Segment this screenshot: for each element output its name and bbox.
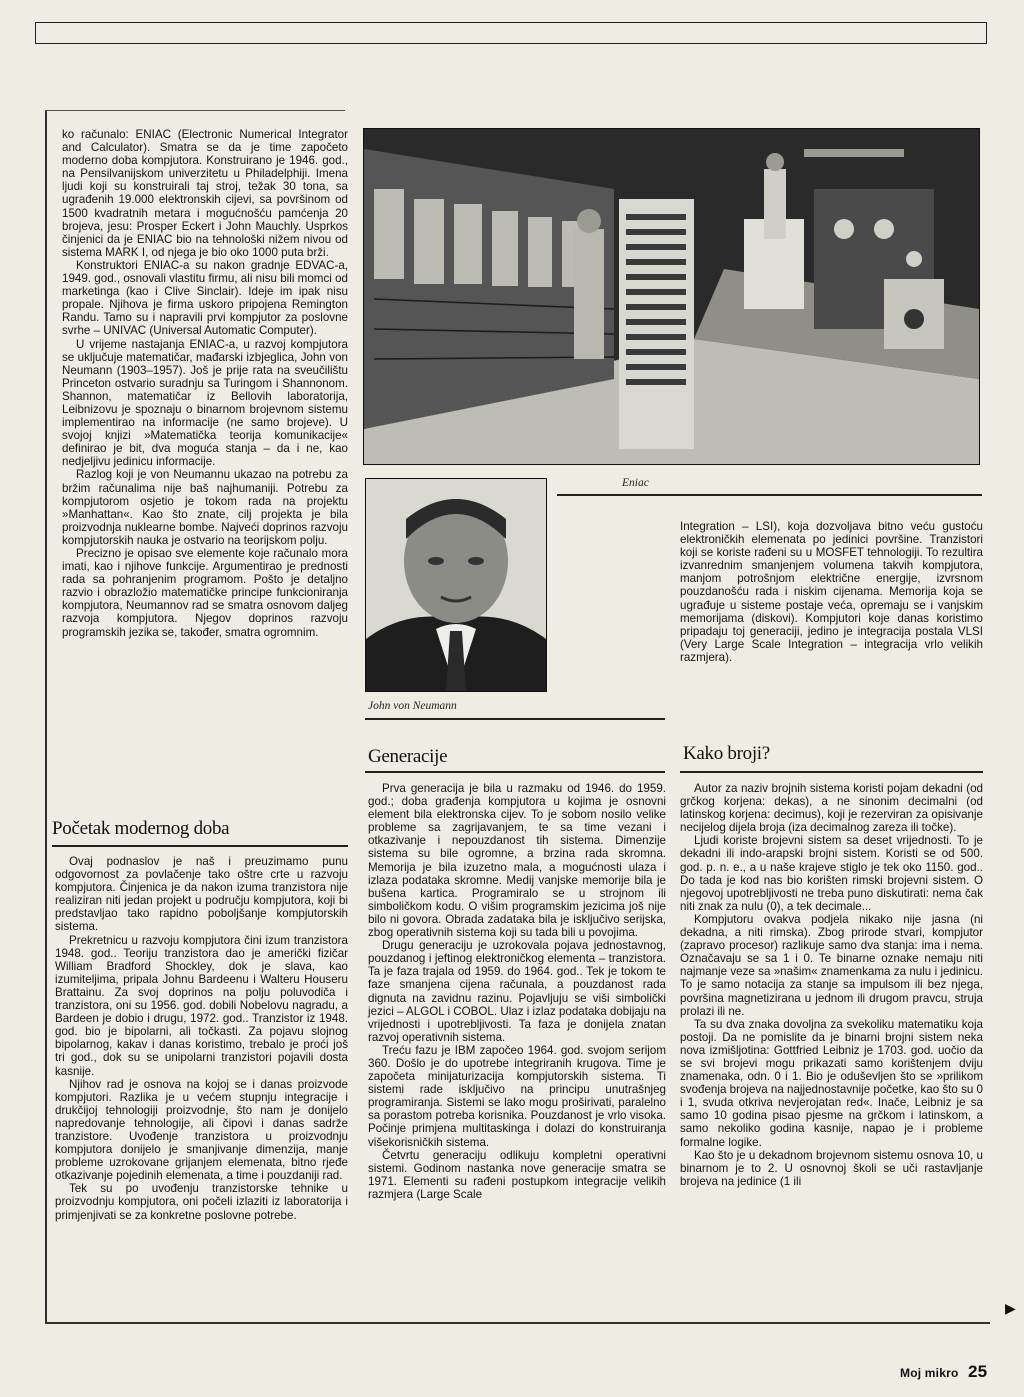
continue-arrow-icon: ▶ bbox=[1005, 1300, 1016, 1316]
paragraph: Ta su dva znaka dovoljna za svekoliku matematiku koja postoji. Da ne pomislite da je binarni brojni sistem neka nova izmišljotina: Gottfried Leibniz je 1703. god. uočio da se svi brojevi mogu prikazati samo korištenjem dviju znamenaka, odn. 0 i 1. Bio je oduševljen što se »prilikom svođenja brojeva na najjednostavnije početke, kao što su 0 i 1, svuda otkriva nevjerojatan red«. Inače, Leibniz je sa samo 10 godina pisao pjesme na grčkom i latinskom, a samo nekoliko godina kasnije, napao je i probleme formalne logike. bbox=[680, 1017, 983, 1149]
section-heading-generacije: Generacije bbox=[368, 746, 448, 767]
page-footer bbox=[900, 1362, 987, 1382]
caption-rule bbox=[365, 718, 665, 720]
paragraph: Treću fazu je IBM započeo 1964. god. svojom serijom 360. Došlo je do upotrebe integriranih krugova. Time je započeta minijaturizacija kompjutorskih sistema. Ti sistemi rade isključivo na principu unutrašnjeg programiranja. Sistemi se lako mogu proširivati, paralelno sa porastom potreba korisnika. Pouzdanost je vrlo visoka. Počinje primjena multitaskinga i dolazi do konstruiranja višekorisničkih sistema. bbox=[368, 1043, 666, 1149]
paragraph: Tek su po uvođenju tranzistorske tehnike u proizvodnju kompjutora, oni počeli izlaziti iz laboratorija i primjenjivati se za konkretne poslovne potrebe. bbox=[55, 1182, 348, 1222]
column-2-bottom-text bbox=[368, 782, 666, 1201]
paragraph: Autor za naziv brojnih sistema koristi pojam dekadni (od grčkog korjena: dekas), a ne sinonim decimalni (od latinskog korjena: decimus), koji je rezerviran za opisivanje necijelog dijela broja (iza decimalnog zareza ili točke). bbox=[680, 782, 983, 835]
top-border-box bbox=[35, 22, 987, 44]
paragraph: Razlog koji je von Neumannu ukazao na potrebu za bržim računalima nije baš najhumaniji. Potrebu za kompjutorom osjetio je tokom rada na projektu »Manhattan«. Kao što znate, cilj projekta je bila proizvodnja nuklearne bombe. Najveći doprinos razvoju kompjutorskih nauka je ostvario na teorijskom polju. bbox=[62, 468, 348, 547]
column-3-middle-text bbox=[680, 520, 983, 664]
neumann-caption: John von Neumann bbox=[368, 700, 457, 712]
page-number: 25 bbox=[968, 1362, 988, 1381]
column-1-bottom-text bbox=[55, 855, 348, 1222]
section-heading-pocetak: Početak modernog doba bbox=[52, 818, 230, 839]
paragraph: Konstruktori ENIAC-a su nakon gradnje EDVAC-a, 1949. god., osnovali vlastitu firmu, ali nisu bili momci od marketinga (kao i Clive Sinclair). Ideje im ipak nisu propale. Njihova je firma uskoro pripojena Remington Randu. Tamo su i napravili prvi kompjutor za poslovne svrhe – UNIVAC (Universal Automatic Computer). bbox=[62, 258, 348, 338]
paragraph: Njihov rad je osnova na kojoj se i danas proizvode kompjutori. Razlika je u većem stupnju integracije i drukčijoj tehnologiji proizvodnje, što nam je donijelo napredovanje tehnologije, ali čipovi i danas sadrže tranzistore. Uvođenje tranzistora u proizvodnju kompjutora donijelo je smanjivanje dimenzija, manje probleme uzrokovane grijanjem elemenata, bitno rjeđe otkazivanje pojedinih elemenata, a time i pouzdaniji rad. bbox=[55, 1077, 348, 1183]
paragraph: Ovaj podnaslov je naš i preuzimamo punu odgovornost za povlačenje tako oštre crte u razvoju kompjutora. Činjenica je da nakon izuma tranzistora nije realiziran niti jedan projekt u području kompjutora, koji bi predstavljao tako rapidno poboljšanje kompjutorskih sistema. bbox=[55, 855, 348, 934]
paragraph: Integration – LSI), koja dozvoljava bitno veću gustoću elektroničkih elemenata po jedinici površine. Tranzistori koji se koriste rađeni su u MOSFET tehnologiji. To rezultira izvanrednim smanjenjem volumena takvih kompjutora, manjom potrošnjom električne energije, izvrsnom pouzdanošću rada i niskim cijenama. Memorija koja se ugrađuje u sisteme postaje veća, opremaju se i vanjskim memorijama (diskovi). Kompjutori koje danas koristimo pripadaju toj generaciji, jedino je integracija postala VLSI (Very Large Scale Integration – integracija vrlo velikih razmjera). bbox=[680, 520, 983, 664]
column-3-bottom-text bbox=[680, 782, 983, 1188]
paragraph: Drugu generaciju je uzrokovala pojava jednostavnog, pouzdanog i jeftinog elektroničkog elementa – tranzistora. Ta je faza trajala od 1959. do 1964. god.. Tek je tokom te faze smanjena cijena računala, a pouzdanost rada dignuta na zavidnu razinu. Pojavljuju se viši simbolički jezici – ALGOL i COBOL. Ulaz i izlaz podataka dobijaju na vrijednosti i upotrebljivosti. Ta faza je donijela znatan razvoj operativnih sistema. bbox=[368, 939, 666, 1044]
heading-rule bbox=[365, 771, 665, 773]
caption-rule bbox=[557, 494, 982, 496]
paragraph: ko računalo: ENIAC (Electronic Numerical Integrator and Calculator). Smatra se da je time započeto moderno doba kompjutora. Konstruirano je 1946. god., na Pensilvanijskom univerzitetu u Philadelphiji. Imena ljudi koji su konstruirali taj stroj, težak 30 tona, sa ugrađenih 19.000 elektronskih cijevi, sa površinom od 1500 kvadratnih metara i mogućnošću pamćenja 20 brojeva, jesu: Prosper Eckert i John Mauchly. Usprkos činjenici da je ENIAC bio na tehnološki nižem nivou od sistema MARK I, od njega je bio oko 1000 puta brži. bbox=[62, 128, 348, 259]
magazine-name: Moj mikro bbox=[900, 1366, 959, 1380]
paragraph: Prva generacija je bila u razmaku od 1946. do 1959. god.; doba građenja kompjutora u kojima je osnovni element bila elektronska cijev. To je sobom nosilo velike probleme sa zagrijavanjem, te sa time vezani i otkazivanje i nepouzdanost tih sistema. Dimenzije sistema su bile ogromne, a brzina rada skromna. Memorija je bila izuzetno mala, a mogućnosti ulaza i izlaza podataka skromne. Medij vanjske memorije bila je bušena kartica. Programiralo se u strojnom ili simboličkom kodu. O višim programskim jezicima još nije bilo ni govora. Obrada zadataka bila je isključivo serijska, zbog operativnih sistema koji su tada bili u povojima. bbox=[368, 782, 666, 940]
eniac-photo bbox=[363, 128, 980, 465]
paragraph: Četvrtu generaciju odlikuju kompletni operativni sistemi. Godinom nastanka nove generacije smatra se 1971. Elementi su rađeni postupkom integracije velikih razmjera (Large Scale bbox=[368, 1148, 666, 1201]
eniac-caption: Eniac bbox=[622, 477, 649, 489]
frame-top-rule bbox=[45, 110, 345, 111]
paragraph: Kao što je u dekadnom brojevnom sistemu osnova 10, u binarnom je to 2. U osnovnoj školi se uči rastavljanje brojeva na jedinice (1 ili bbox=[680, 1148, 983, 1188]
heading-rule bbox=[52, 845, 348, 847]
paragraph: U vrijeme nastajanja ENIAC-a, u razvoj kompjutora se uključuje matematičar, mađarski izbjeglica, John von Neumann (1903–1957). Još je prije rata na sveučilištu Princeton ostvario suradnju sa Turingom i Shannonom. Shannon, matematičar iz Bellovih laboratorija, Leibnizovu je spoznaju o binarnom brojevnom sistemu implementirao na informacije (ne samo brojeve). U svojoj knjizi »Matematička teorija komunikacije« definirao je bit, dva moguća stanja – da i ne, kao nedjeljivu jedinicu informacije. bbox=[62, 337, 348, 469]
paragraph: Ljudi koriste brojevni sistem sa deset vrijednosti. To je dekadni ili indo-arapski brojni sistem. Koristi se od 500. god. p. n. e., a u naše krajeve stiglo je tek oko 1150. god.. Do tada je kod nas bio korišten rimski brojevni sistem. O njegovoj upotrebljivosti ne treba puno diskutirati: nema čak niti znak za nulu (0), a tek decimale... bbox=[680, 834, 983, 913]
paragraph: Prekretnicu u razvoju kompjutora čini izum tranzistora 1948. god.. Teoriju tranzistora dao je američki fizičar William Bradford Shockley, dok je slava, kao izumiteljima, pripala Johnu Bardeenu i Walteru Houseru Brattainu. Za svoj doprinos na polju poluvodiča i tranzistora, oni su 1956. god. dobili Nobelovu nagradu, a Bardeen je dobio i drugu, 1972. god.. Tranzistor iz 1948. god. bio je bipolarni, ali točkasti. Za pojavu slojnog bipolarnog, kakav i danas koristimo, trebalo je proći još tri god., dok su se unipolarni tranzistori pojavili dosta kasnije. bbox=[55, 933, 348, 1078]
paragraph: Precizno je opisao sve elemente koje računalo mora imati, kao i njihove funkcije. Argumentirao je prednosti rada sa pohranjenim programom. Pošto je detaljno razvio i obrazložio matematičke principe funkcioniranja kompjutora, Neumannov rad se smatra osnovom daljeg razvoja kompjutora. Njegov doprinos razvoju programskih jezika se, također, smatra ogromnim. bbox=[62, 547, 348, 639]
frame-bottom-rule bbox=[45, 1322, 990, 1324]
column-1-top-text bbox=[62, 128, 348, 639]
frame-left-rule bbox=[45, 110, 47, 1322]
section-heading-kako-broji: Kako broji? bbox=[683, 743, 770, 764]
john-von-neumann-photo bbox=[365, 478, 547, 692]
heading-rule bbox=[680, 771, 983, 773]
paragraph: Kompjutoru ovakva podjela nikako nije jasna (ni dekadna, a niti rimska). Zbog prirode stvari, kompjutor (zapravo procesor) razlikuje samo dva stanja: ima i nema. Označavaju se sa 1 i 0. Te binarne oznake nemaju niti najmanje veze sa »našim« znamenkama za nulu i jedinicu. To je samo notacija za stanje sa impulsom ili bez njega, površina magnetizirana u jednom ili drugom pravcu, struja prolazi ili ne. bbox=[680, 912, 983, 1018]
